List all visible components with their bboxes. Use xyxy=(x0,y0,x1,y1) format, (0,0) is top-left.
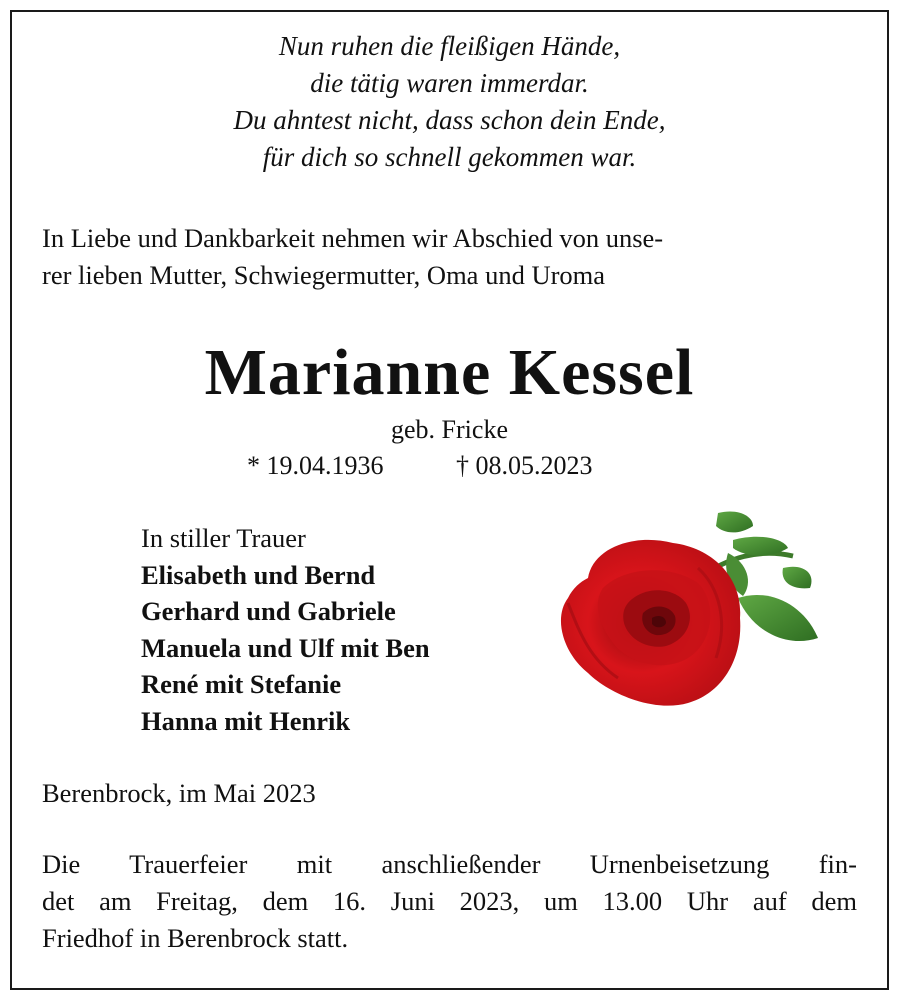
intro-text xyxy=(42,220,862,294)
mourner-name: Manuela und Ulf mit Ben xyxy=(141,632,430,663)
mourners-label: In stiller Trauer xyxy=(141,523,306,553)
funeral-service-text xyxy=(42,846,857,957)
mourner-name: Gerhard und Gabriele xyxy=(141,596,396,626)
service-line: Friedhof in Berenbrock statt. xyxy=(42,923,349,953)
service-line: Die Trauerfeier mit anschließender Urnenbeisetzung fin- xyxy=(42,849,857,879)
poem xyxy=(0,28,899,176)
death-date: † 08.05.2023 xyxy=(456,451,593,480)
intro-line: rer lieben Mutter, Schwiegermutter, Oma und Uroma xyxy=(42,260,606,290)
poem-line: Nun ruhen die fleißigen Hände, xyxy=(278,31,621,61)
place-and-date: Berenbrock, im Mai 2023 xyxy=(42,778,316,808)
mourners-list xyxy=(141,520,430,739)
birth-date: * 19.04.1936 xyxy=(247,451,384,480)
deceased-name: Marianne Kessel xyxy=(204,336,695,409)
life-dates xyxy=(247,448,593,484)
maiden-name: geb. Fricke xyxy=(391,415,508,444)
poem-line: für dich so schnell gekommen war. xyxy=(262,142,637,172)
red-rose-icon xyxy=(548,508,823,713)
intro-line: In Liebe und Dankbarkeit nehmen wir Abschied von unse- xyxy=(42,223,664,253)
poem-line: Du ahntest nicht, dass schon dein Ende, xyxy=(233,105,666,135)
service-line: det am Freitag, dem 16. Juni 2023, um 13.00 Uhr auf dem xyxy=(42,886,857,916)
mourner-name: Hanna mit Henrik xyxy=(141,705,351,736)
mourner-name: Elisabeth und Bernd xyxy=(141,559,376,590)
mourner-name: René mit Stefanie xyxy=(141,669,342,699)
poem-line: die tätig waren immerdar. xyxy=(310,68,589,98)
